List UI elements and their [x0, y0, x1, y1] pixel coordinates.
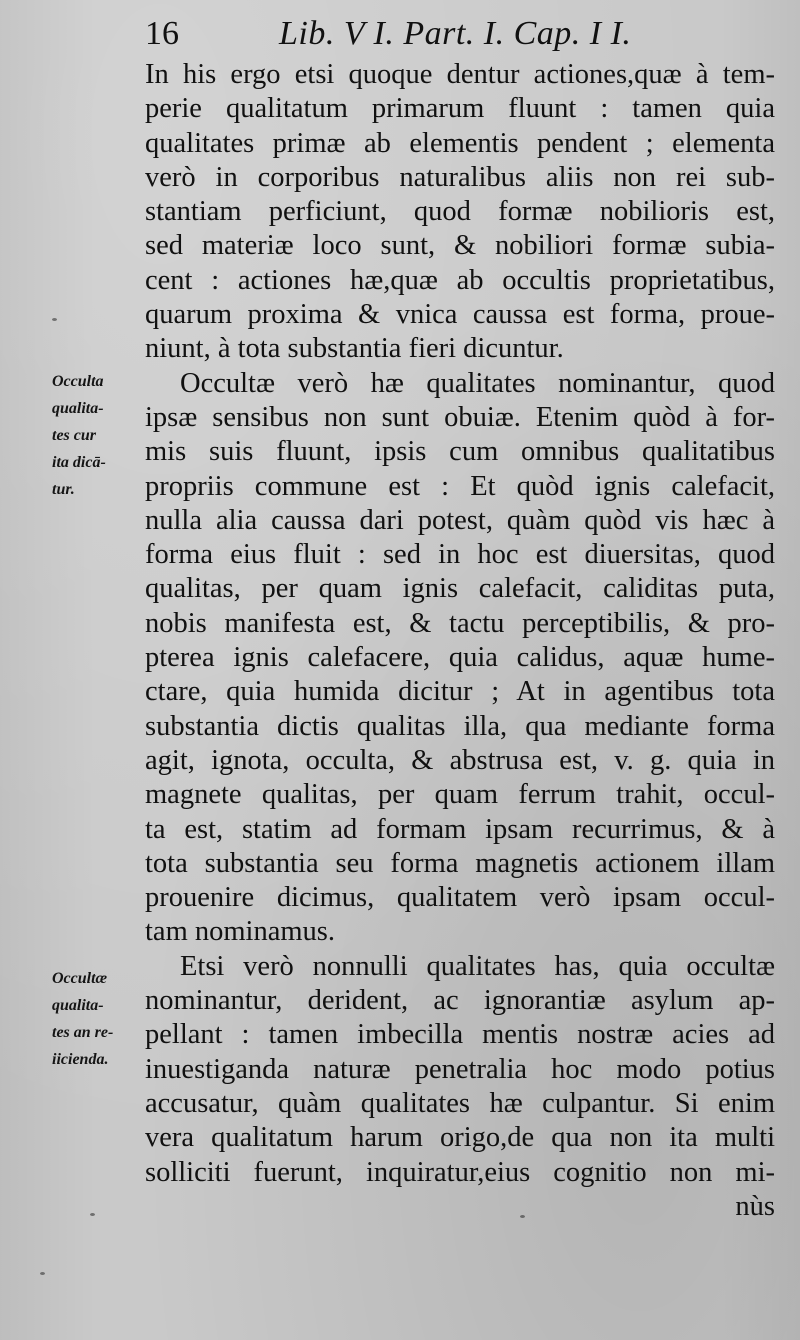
- text-line: Etsi verò nonnulli qualitates has, quia occultæ: [180, 950, 775, 982]
- text-line: nulla alia caussa dari potest, quàm quòd vis hæc à: [145, 504, 775, 536]
- text-line: sed materiæ loco sunt, & nobiliori formæ subia-: [145, 230, 775, 262]
- text-line: magnete qualitas, per quam ferrum trahit, occul-: [145, 779, 775, 811]
- text-line: tota substantia seu forma magnetis actionem illam: [145, 847, 775, 879]
- text-line: agit, ignota, occulta, & abstrusa est, v. g. quia in: [145, 744, 775, 776]
- text-line: tam nominamus.: [145, 916, 335, 948]
- text-line: pterea ignis calefacere, quia calidus, aquæ hume-: [145, 642, 775, 674]
- text-line: solliciti fuerunt, inquiratur,eius cognitio non mi-: [145, 1156, 775, 1188]
- margin-note-line: iicienda.: [52, 1051, 109, 1068]
- text-line: pellant : tamen imbecilla mentis nostræ acies ad: [145, 1019, 775, 1051]
- margin-note-line: tes an re-: [52, 1024, 114, 1041]
- text-line: propriis commune est : Et quòd ignis calefacit,: [145, 470, 775, 502]
- text-line: ta est, statim ad formam ipsam recurrimus, & à: [145, 813, 775, 845]
- catchword: nùs: [735, 1190, 775, 1222]
- text-line: perie qualitatum primarum fluunt : tamen quia: [145, 93, 775, 125]
- margin-note-occultae-an-reiicienda: [52, 965, 138, 1073]
- margin-note-line: ita dicā-: [52, 454, 106, 471]
- text-line: ctare, quia humida dicitur ; At in agentibus tota: [145, 676, 775, 708]
- text-line: inuestiganda naturæ penetralia hoc modo potius: [145, 1053, 775, 1085]
- margin-note-line: qualita-: [52, 400, 104, 417]
- text-line: vera qualitatum harum origo,de qua non ita multi: [145, 1122, 775, 1154]
- margin-note-line: qualita-: [52, 997, 104, 1014]
- margin-note-line: tur.: [52, 481, 75, 498]
- ink-speck: [40, 1272, 45, 1275]
- text-line: In his ergo etsi quoque dentur actiones,quæ à tem-: [145, 59, 775, 90]
- text-line: niunt, à tota substantia fieri dicuntur.: [145, 333, 564, 365]
- margin-note-line: Occulta: [52, 373, 104, 390]
- text-line: nobis manifesta est, & tactu perceptibilis, & pro-: [145, 607, 775, 639]
- body-text: [145, 58, 775, 1224]
- text-line: substantia dictis qualitas illa, qua mediante forma: [145, 710, 775, 742]
- text-line: qualitas, per quam ignis calefacit, caliditas puta,: [145, 573, 775, 605]
- text-line: ipsæ sensibus non sunt obuiæ. Etenim quòd à for-: [145, 401, 775, 433]
- text-line: mis suis fluunt, ipsis cum omnibus qualitatibus: [145, 436, 775, 468]
- text-line: stantiam perficiunt, quod formæ nobilioris est,: [145, 196, 775, 228]
- text-line: accusatur, quàm qualitates hæ culpantur. Si enim: [145, 1087, 775, 1119]
- text-line: forma eius fluit : sed in hoc est diuersitas, quod: [145, 539, 775, 571]
- text-line: verò in corporibus naturalibus aliis non rei sub-: [145, 161, 775, 193]
- ink-speck: [52, 318, 57, 321]
- margin-note-line: tes cur: [52, 427, 96, 444]
- text-line: qualitates primæ ab elementis pendent ; elementa: [145, 127, 775, 159]
- ink-speck: [90, 1213, 95, 1216]
- text-line: quarum proxima & vnica caussa est forma, proue-: [145, 299, 775, 331]
- margin-note-line: Occultæ: [52, 970, 108, 987]
- text-line: prouenire dicimus, qualitatem verò ipsam occul-: [145, 882, 775, 914]
- text-line: Occultæ verò hæ qualitates nominantur, quod: [180, 367, 775, 399]
- text-line: cent : actiones hæ,quæ ab occultis proprietatibus,: [145, 264, 775, 296]
- page-number: 16: [145, 15, 179, 52]
- running-title: Lib. V I. Part. I. Cap. I I.: [279, 15, 632, 52]
- margin-note-occultae-cur-dicantur: [52, 368, 138, 503]
- ink-speck: [520, 1215, 525, 1218]
- running-head: [145, 14, 765, 54]
- text-line: nominantur, derident, ac ignorantiæ asylum ap-: [145, 985, 775, 1017]
